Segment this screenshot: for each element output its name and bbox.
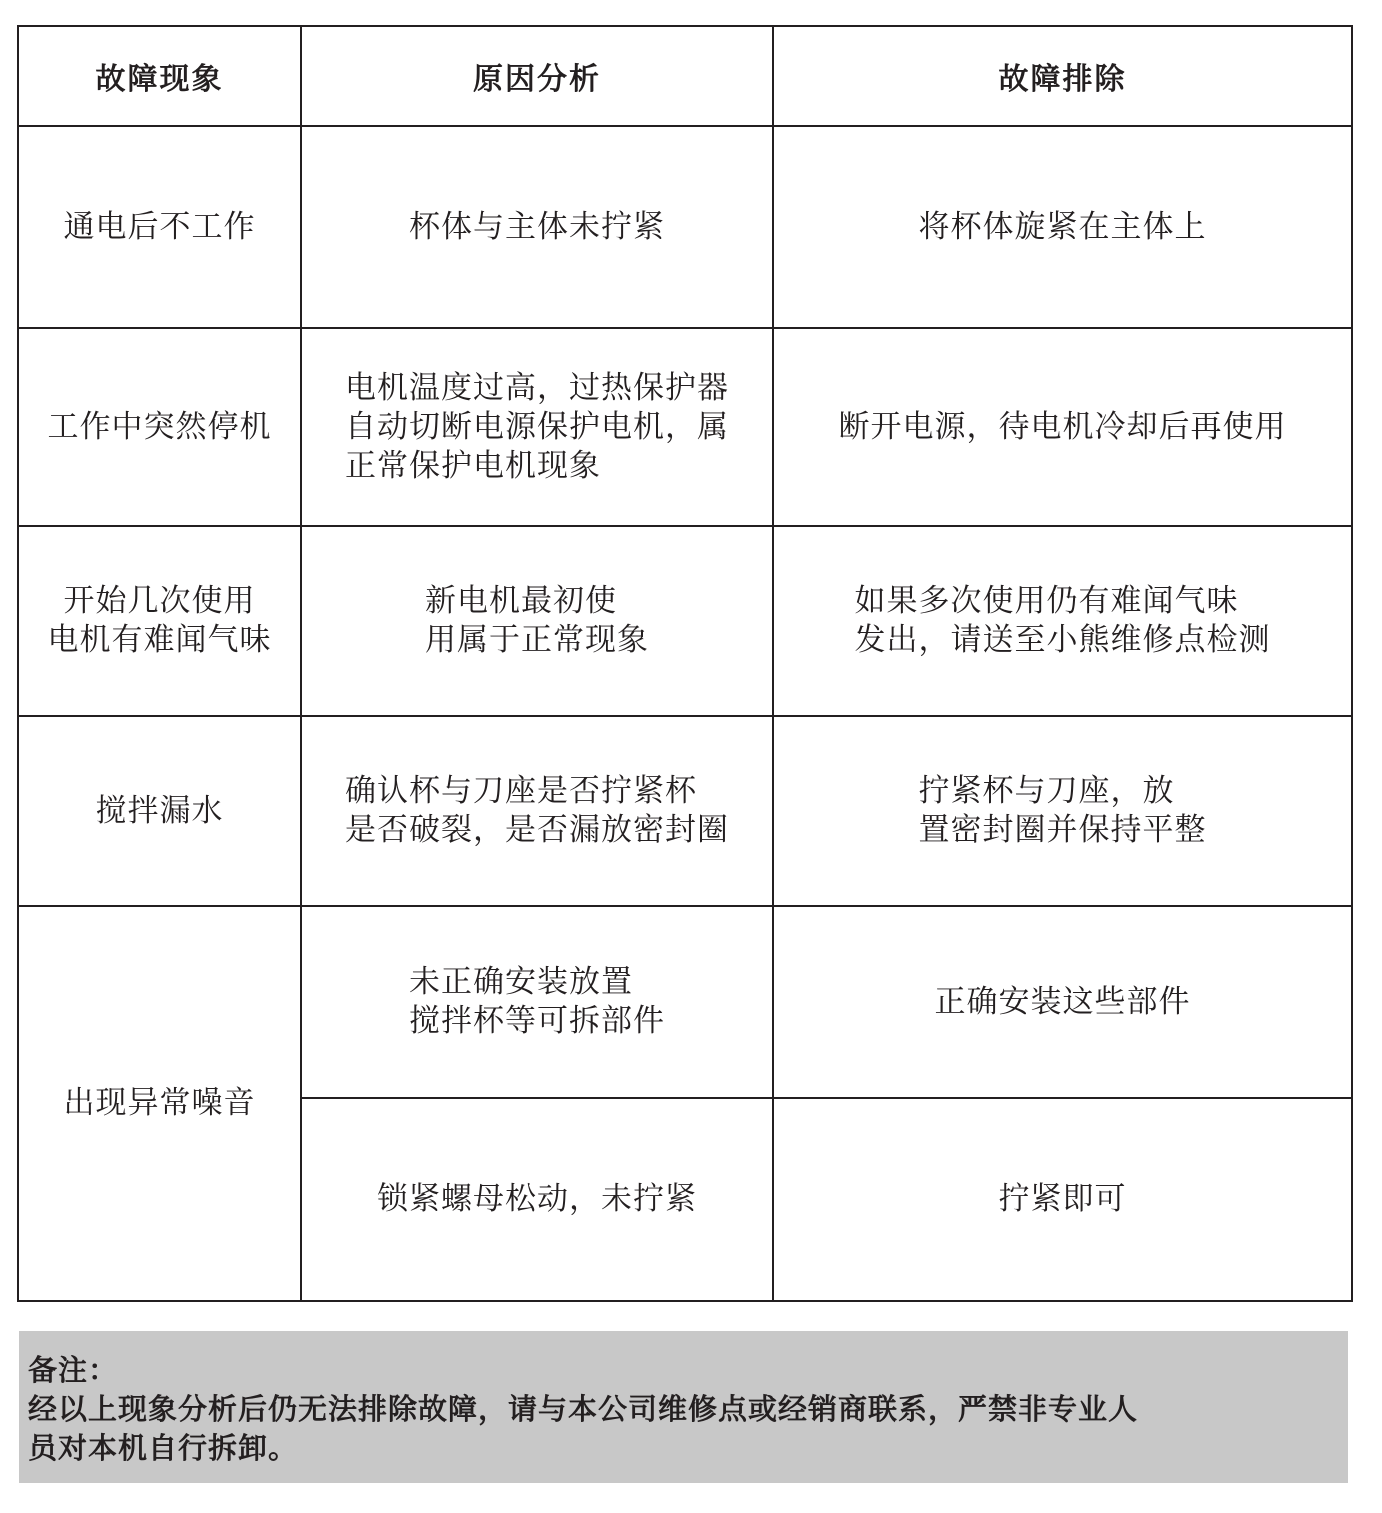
cause-cell-wrap	[301, 328, 773, 526]
solution-cell: 正确安装这些部件	[773, 906, 1352, 1098]
solution-cell: 将杯体旋紧在主体上	[773, 126, 1352, 328]
header-cause: 原因分析	[301, 26, 773, 126]
solution-cell: 如果多次使用仍有难闻气味 发出，请送至小熊维修点检测	[854, 583, 1271, 658]
cause-cell: 电机温度过高，过热保护器 自动切断电源保护电机，属 正常保护电机现象	[345, 369, 729, 484]
symptom-cell: 工作中突然停机	[18, 328, 301, 526]
cause-cell: 杯体与主体未拧紧	[301, 126, 773, 328]
cause-cell: 锁紧螺母松动，未拧紧	[301, 1098, 773, 1301]
symptom-cell: 搅拌漏水	[18, 716, 301, 906]
solution-cell-wrap	[773, 716, 1352, 906]
table-row	[18, 906, 1352, 1098]
header-symptom: 故障现象	[18, 26, 301, 126]
symptom-cell: 开始几次使用 电机有难闻气味	[18, 526, 301, 716]
header-solution: 故障排除	[773, 26, 1352, 126]
cause-cell: 确认杯与刀座是否拧紧杯 是否破裂，是否漏放密封圈	[345, 773, 729, 848]
cause-cell-wrap	[301, 906, 773, 1098]
table-header-row	[18, 26, 1352, 126]
troubleshooting-table	[17, 25, 1353, 1302]
symptom-cell: 通电后不工作	[18, 126, 301, 328]
cause-cell: 未正确安装放置 搅拌杯等可拆部件	[409, 964, 665, 1039]
table-row	[18, 526, 1352, 716]
table-row	[18, 328, 1352, 526]
cause-cell: 新电机最初使 用属于正常现象	[425, 583, 649, 658]
solution-cell: 拧紧杯与刀座，放 置密封圈并保持平整	[918, 773, 1207, 848]
cause-cell-wrap	[301, 526, 773, 716]
table-row	[18, 716, 1352, 906]
remarks-title: 备注：	[28, 1353, 119, 1387]
symptom-cell: 出现异常噪音	[18, 906, 301, 1301]
remarks-box	[19, 1331, 1348, 1483]
remarks-line-2: 员对本机自行拆卸。	[28, 1431, 299, 1465]
cause-cell-wrap	[301, 716, 773, 906]
solution-cell-wrap	[773, 526, 1352, 716]
solution-cell: 断开电源，待电机冷却后再使用	[773, 328, 1352, 526]
solution-cell: 拧紧即可	[773, 1098, 1352, 1301]
remarks-line-1: 经以上现象分析后仍无法排除故障，请与本公司维修点或经销商联系，严禁非专业人	[28, 1392, 1139, 1426]
table-row	[18, 126, 1352, 328]
